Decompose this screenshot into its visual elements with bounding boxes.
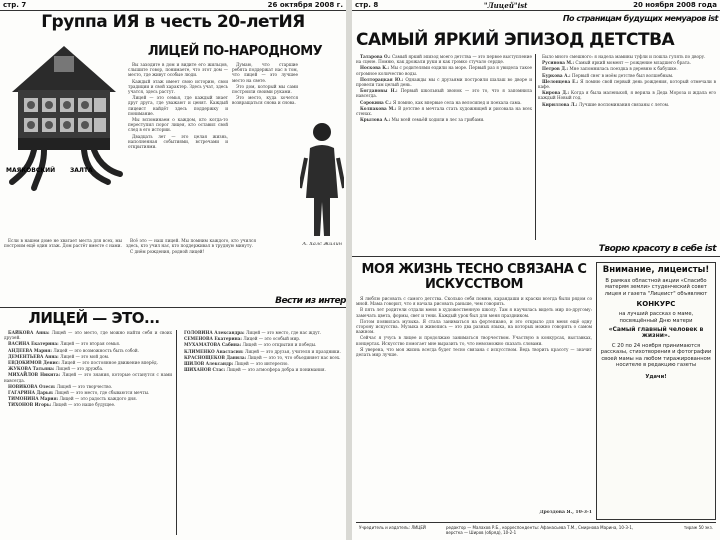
imprint-footer — [356, 522, 716, 538]
left-date: 26 октября 2008 г. — [267, 1, 343, 9]
right-headline-2: МОЯ ЖИЗНЬ ТЕСНО СВЯЗАНА С ИСКУССТВОМ — [361, 262, 587, 292]
divider — [352, 256, 720, 257]
footer-staff: редактор — Малахов Р.Б., корреспонденты: Афанасьева Т.М., Смирнова Марина, 10-3-1, верстка — Широв (обряд), 10-2-1 — [446, 525, 634, 535]
divider — [0, 307, 346, 308]
left-banner: Группа ИЯ в честь 20-летИЯ — [41, 12, 305, 32]
house-illustration — [4, 42, 124, 192]
announcement-contest: КОНКУРС — [636, 300, 676, 309]
right-date: 20 ноября 2008 года — [633, 1, 717, 9]
left-lower-col-2: Всё это — наш лицей. Мы помним каждого, кто учился здесь, кто учил нас, кто поддерживал в трудную минуту. С днём рождения, родной лицей! — [126, 238, 256, 255]
column-rule — [535, 54, 536, 240]
announcement-intro: В рамках областной акции «Спасибо матерям земли» студенческий совет лицея и газета "Лицеист" объявляют — [604, 278, 708, 297]
right-kicker: Творю красоту в себе ist — [598, 244, 716, 254]
left-article-col-1: Вы заходите в дом и видите его жильцов, слышите говор, понимаете, что этот дом — место, где живут особые люди. Каждый этаж имеет свою историю, свои традиции и свой характер. Здесь учат, здесь учатся, здесь растут. Лицей — это семья, где каждый знает друг друга, где уважают и ценят. Каждый лицеист найдёт здесь поддержку и понимание. Мы вспоминаем о каждом, кто когда-то переступил порог лицея, кто оставил свой след в его истории. Двадцать лет — это целая жизнь, наполненная событиями, встречами и открытиями. — [128, 62, 228, 150]
right-running-header — [352, 0, 720, 11]
house-label-right: ЗАЛТА — [70, 167, 93, 174]
left-side-header: Вести из интер — [275, 296, 346, 306]
announcement-theme: «Самый главный человек в жизни». — [608, 326, 704, 340]
left-quote-signature: А. Халс Жилин — [302, 242, 342, 247]
left-page — [0, 0, 346, 540]
newspaper-logo: "Лицей"ist — [483, 0, 528, 10]
column-rule — [176, 330, 177, 535]
right-subhead: По страницам будущих мемуаров ist — [562, 14, 718, 23]
right-article-col-2: Было много смешного: я надела мамины туфли и пошла гулять по двору. Русинова М.: Самый яркий момент — рождение младшего брата. Петров Д.: Мне запомнилась поездка в деревню к бабушке. Буркова А.: Первый снег в моём детстве был волшебным. Шелонцева Е.: Я помню свой первый день рождения, который отмечали в кафе. Кирова Д.: Когда я была маленькой, я верила в Деда Мороза и ждала его каждый Новый год. Кириллова Л.: Лучшие воспоминания связаны с летом. — [538, 54, 716, 107]
right-headline-1: САМЫЙ ЯРКИЙ ЭПИЗОД ДЕТСТВА — [356, 30, 675, 50]
left-list-col-1: БАЙКОВА Анна: Лицей — это место, где можно найти себя и своих друзей. ВАСИНА Екатерина: Лицей — это вторая семья. АНДЕЕВА Мария: Лицей — это возможность быть собой. ДЕМЕНТЬЕВА Анна: Лицей — это мой дом. ЕВДОКИМОВ Денис: Лицей — это постоянное движение вперёд. ЖУКОВА Татьяна: Лицей — это дружба. МИХАЙЛОВ Никита: Лицей — это знания, которые останутся с нами навсегда. НОВИКОВА Олеся: Лицей — это творчество. ГАГАРИНА Дарья: Лицей — это место, где сбываются мечты. ТИМОНИНА Мария: Лицей — это радость каждого дня. ТИХОНОВ Игорь: Лицей — это наше будущее. — [4, 330, 172, 408]
left-lower-col-1: Если в нашем доме не хватает места для всех, мы построим ещё один этаж. Дом растёт вместе с нами. — [4, 238, 122, 249]
left-headline-2: ЛИЦЕЙ — ЭТО... — [28, 309, 160, 327]
figure-illustration — [300, 118, 344, 238]
left-running-header — [0, 0, 346, 11]
footer-circulation: тираж 50 экз. — [683, 525, 713, 530]
left-list-col-2: ГОЛОВИНА Александра: Лицей — это место, где нас ждут. СЕМЕНОВА Екатерина: Лицей — это особый мир. МУХАМАТОВА Сабина: Лицей — это открытия и победы. КЛИМЕНКО Анастасия: Лицей — это друзья, учителя и праздники. КРАСНОЩЕКОВ Данила: Лицей — это то, что объединяет нас всех. ШИЛОВ Александр: Лицей — это интересно. ШИХАНОВ Стас: Лицей — это атмосфера добра и понимания. — [184, 330, 341, 373]
announcement-title: Внимание, лицеисты! — [602, 265, 710, 275]
right-article-col-1: Татарова О.: Самый яркий эпизод моего детства — это первое выступление на сцене. Помню, как дрожали руки и как громко стучало сердце. Носкова К.: Мы с родителями ездили на море. Первый раз я увидела такое огромное количество воды. Полторацкая Ю.: Однажды мы с друзьями построили шалаш во дворе и провели там целый день. Богдановы Н.: Первый школьный звонок — это то, что я запомнила навсегда. Сорокина С.: Я помню, как впервые села на велосипед и поехала сама. Колпакова М.: В детстве я мечтала стать художницей и рисовала на всех стенах. Крылова А.: Мы всей семьёй ходили в лес за грибами. — [356, 54, 532, 123]
left-page-number: стр. 7 — [3, 1, 27, 9]
right-page-number: стр. 8 — [355, 1, 379, 9]
right-signature: Дроздова Я., 10-3-1 — [539, 510, 592, 515]
contest-announcement — [596, 262, 716, 520]
right-essay: Я люблю рисовать с самого детства. Сколько себя помню, карандаши и краски всегда были рядом со мной. Мама говорит, что я начала рисовать раньше, чем говорить. В пять лет родители отдали меня в художественную школу. Там я научилась видеть мир по-другому: замечать цвета, формы, свет и тени. Каждый урок был для меня праздником. Потом появилась музыка. Я стала заниматься на фортепиано, и это открыло для меня ещё одну сторону искусства. Музыка и живопись — это два разных языка, на которых можно говорить о самом важном. Сейчас я учусь в лицее и продолжаю заниматься творчеством. Участвую в конкурсах, выставках, концертах. Искусство помогает мне выразить то, что невозможно сказать словами. Я уверена, что моя жизнь всегда будет тесно связана с искусством. Ведь творить красоту — значит делать мир лучше. — [356, 296, 592, 358]
house-label-left: МАЯКОВСКИЙ — [6, 167, 56, 174]
left-headline-1: ЛИЦЕЙ ПО-НАРОДНОМУ — [147, 44, 323, 59]
announcement-body-1: на лучший рассказ о маме, посвящённый Дню матери — [618, 311, 694, 324]
left-article-col-2: Думаю, что старшие ребята поддержат нас в том, что лицей — это лучшее место на свете. Это дом, который мы сами построили своими руками. Это место, куда хочется возвращаться снова и снова. — [232, 62, 298, 106]
announcement-body-2: С 20 по 24 ноября принимаются рассказы, стихотворения и фотографии своей мамы на любом тиражированном носителе в редакцию газеты — [600, 342, 712, 369]
announcement-closing: Удачи! — [645, 374, 667, 381]
footer-publisher: Учредитель и издатель: ЛИЦЕЙ — [359, 525, 426, 530]
